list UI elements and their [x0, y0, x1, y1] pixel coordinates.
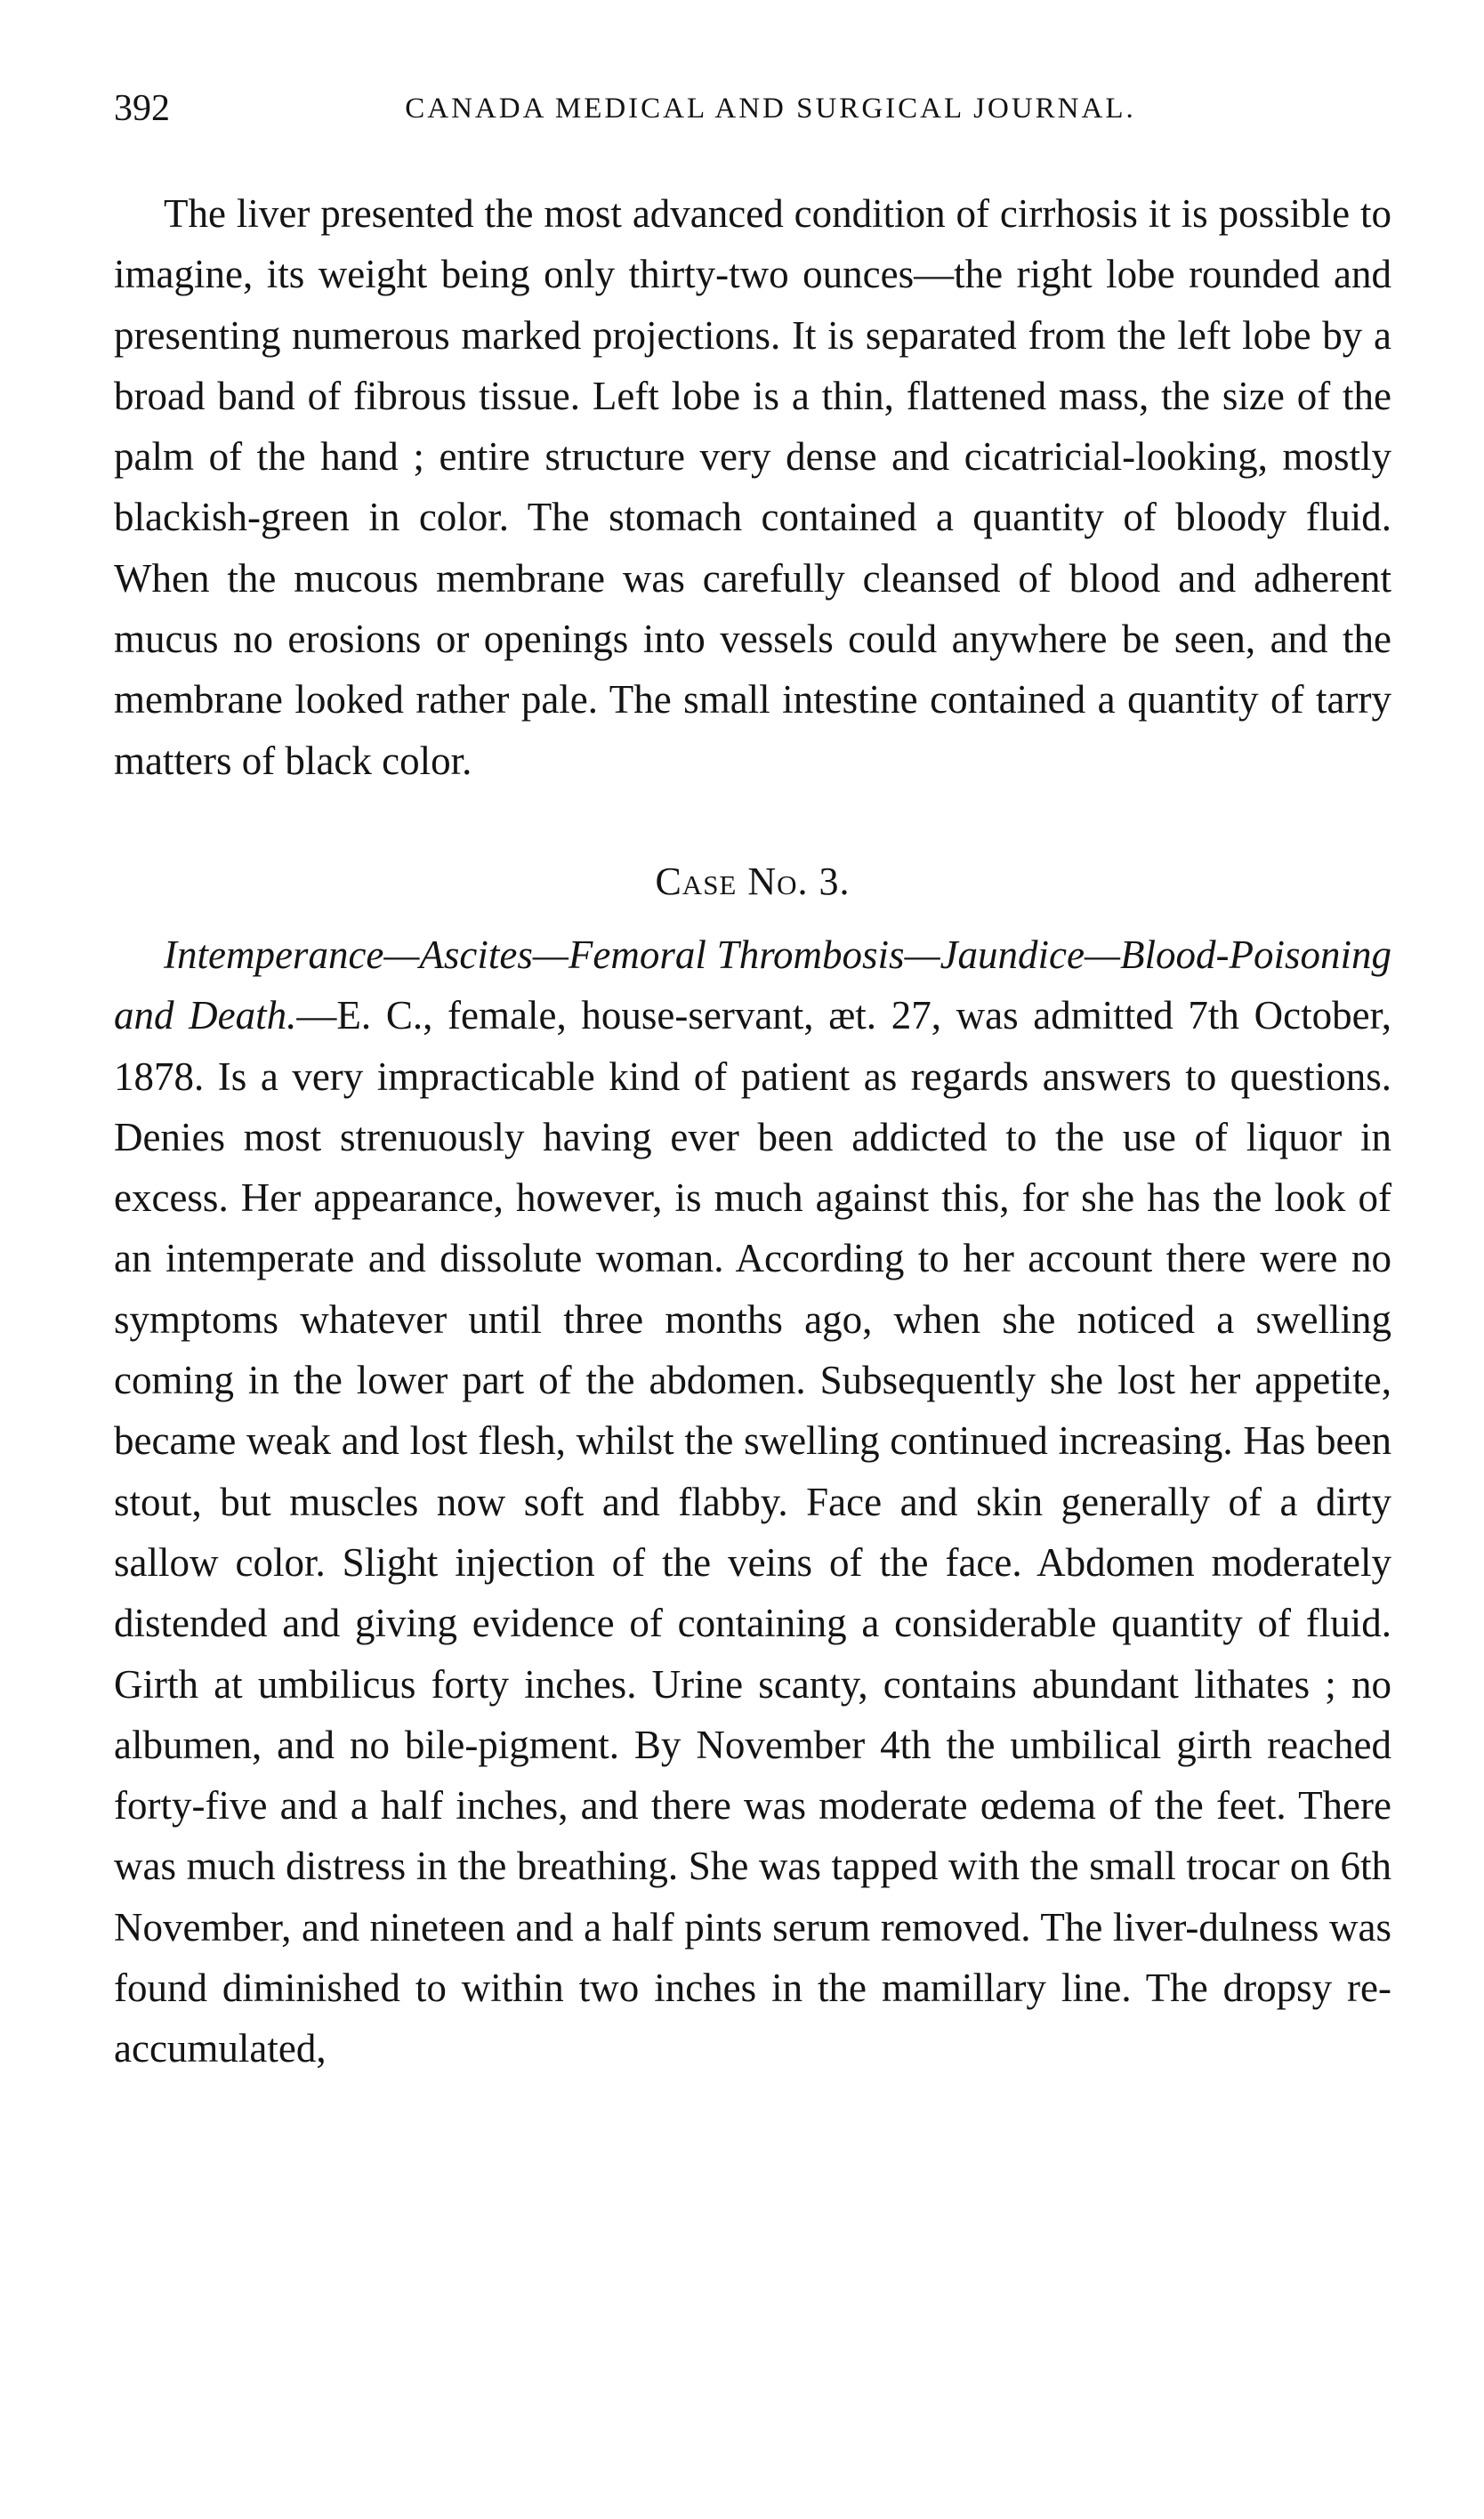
paragraph-liver-findings: The liver presented the most advanced condition of cirrhosis it is possible to imagine, its weight being only thirty-two ounces—the right lobe rounded and presenting numerous marked projections. It is separated from the left lobe by a broad band of fibrous tissue. Left lobe is a thin, flattened mass, the size of the palm of the hand ; entire structure very dense and cicatricial-looking, mostly blackish-green in color. The stomach contained a quantity of bloody fluid. When the mucous membrane was carefully cleansed of blood and adherent mucus no erosions or openings into vessels could anywhere be seen, and the membrane looked rather pale. The small intestine contained a quantity of tarry matters of black color.: [114, 191, 1391, 783]
case-heading: Case No. 3.: [655, 859, 851, 903]
journal-page: [114, 82, 1391, 2079]
running-head: [114, 82, 1391, 135]
case-narrative: —E. C., female, house-servant, æt. 27, was admitted 7th October, 1878. Is a very impracticable kind of patient as regards answers to questions. Denies most strenuously having ever been addicted to the use of liquor in excess. Her appearance, however, is much against this, for she has the look of an intemperate and dissolute woman. According to her account there were no symptoms whatever until three months ago, when she noticed a swelling coming in the lower part of the abdomen. Subsequently she lost her appetite, became weak and lost flesh, whilst the swelling continued increasing. Has been stout, but muscles now soft and flabby. Face and skin generally of a dirty sallow color. Slight injection of the veins of the face. Abdomen moderately distended and giving evidence of containing a considerable quantity of fluid. Girth at umbilicus forty inches. Urine scanty, contains abundant lithates ; no albumen, and no bile-pigment. By November 4th the umbilical girth reached forty-five and a half inches, and there was moderate œdema of the feet. There was much distress in the breathing. She was tapped with the small trocar on 6th November, and nineteen and a half pints serum removed. The liver-dulness was found diminished to within two inches in the mamillary line. The dropsy re-accumulated,: [114, 993, 1391, 2071]
paragraph-case-3: [114, 924, 1391, 2079]
page-number: 392: [114, 88, 170, 129]
case-title: Intemperance—Ascites—Femoral Thrombosis—Jaundice—Blood-Poisoning and Death.: [114, 932, 1391, 1038]
journal-title: CANADA MEDICAL AND SURGICAL JOURNAL.: [405, 93, 1136, 125]
